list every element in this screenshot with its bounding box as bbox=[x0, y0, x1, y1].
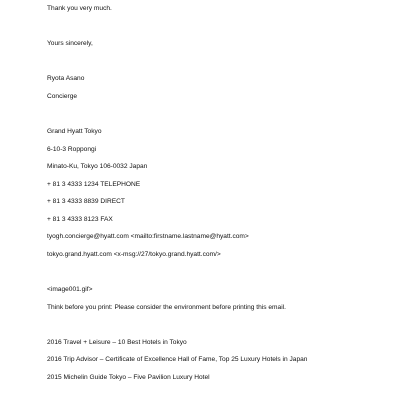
signature-web-link[interactable]: tokyo.grand.hyatt.com <x-msg://27/tokyo.grand.hyatt.com/> bbox=[47, 251, 221, 258]
signature-telephone: + 81 3 4333 1234 TELEPHONE bbox=[47, 181, 141, 188]
signature-name: Ryota Asano bbox=[47, 75, 85, 82]
signature-company: Grand Hyatt Tokyo bbox=[47, 128, 102, 135]
award-item: 2015 Michelin Guide Tokyo – Five Pavilion Luxury Hotel bbox=[47, 374, 210, 381]
closing-thanks: Thank you very much. bbox=[47, 5, 112, 12]
signature-address-line2: Minato-Ku, Tokyo 106-0032 Japan bbox=[47, 163, 148, 170]
award-item: 2016 Trip Advisor – Certificate of Excellence Hall of Fame, Top 25 Luxury Hotels in Japan bbox=[47, 356, 308, 363]
closing-sign-off: Yours sincerely, bbox=[47, 40, 93, 47]
signature-address-line1: 6-10-3 Roppongi bbox=[47, 146, 97, 153]
award-item: 2016 Travel + Leisure – 10 Best Hotels in Tokyo bbox=[47, 339, 187, 346]
signature-fax: + 81 3 4333 8123 FAX bbox=[47, 216, 113, 223]
signature-direct: + 81 3 4333 8839 DIRECT bbox=[47, 198, 125, 205]
signature-title: Concierge bbox=[47, 93, 78, 100]
environment-note: Think before you print: Please consider the environment before printing this email. bbox=[47, 304, 286, 311]
image-placeholder: <image001.gif> bbox=[47, 286, 93, 293]
signature-email-link[interactable]: tyogh.concierge@hyatt.com <mailto:firstname.lastname@hyatt.com> bbox=[47, 233, 249, 240]
